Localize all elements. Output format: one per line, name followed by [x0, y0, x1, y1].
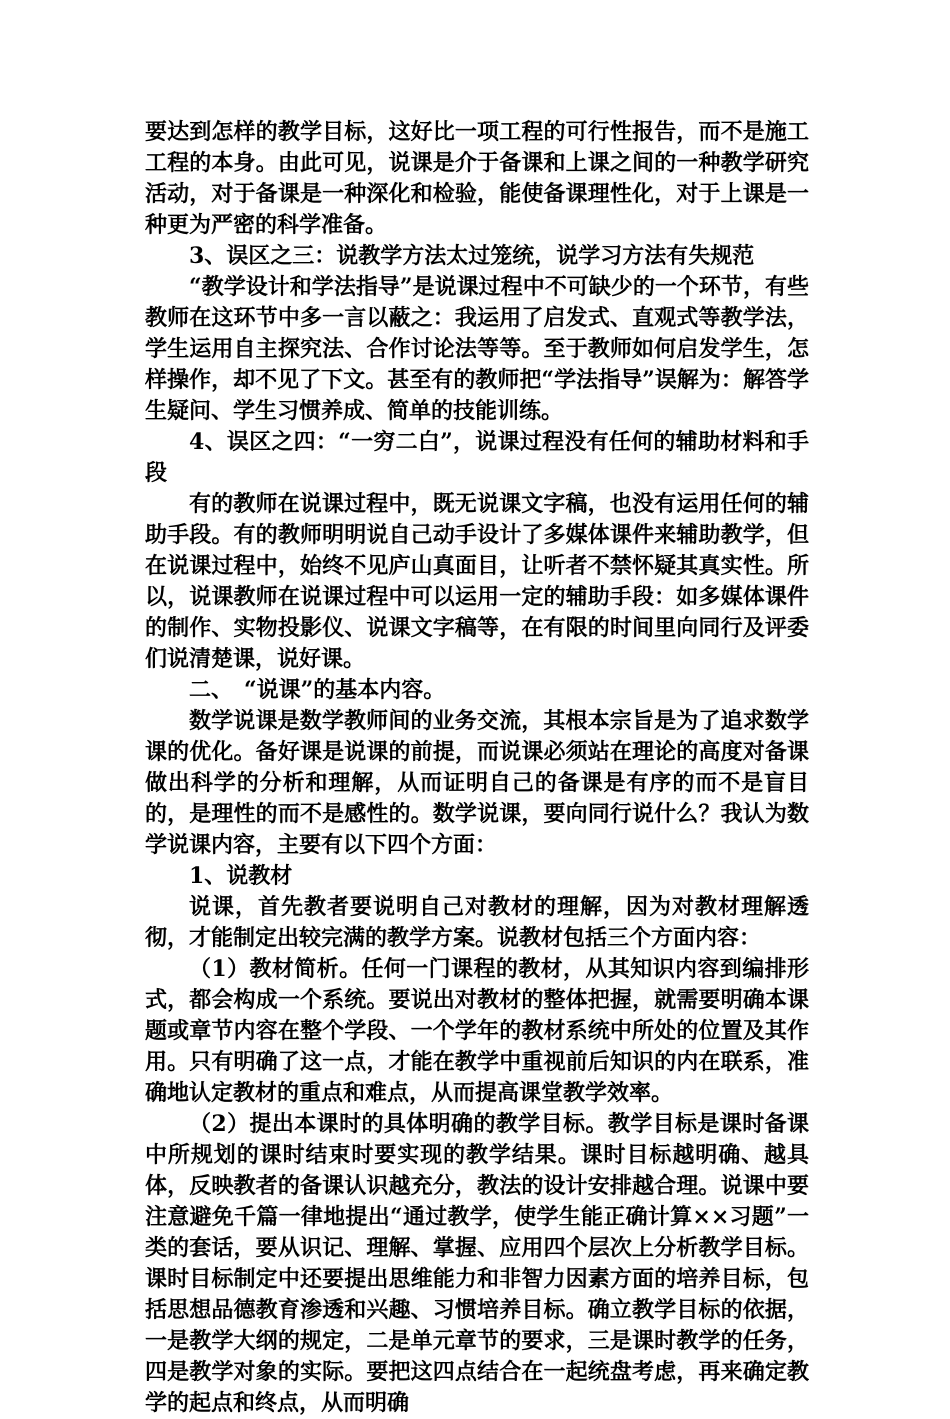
paragraph-continuation: 要达到怎样的教学目标，这好比一项工程的可行性报告，而不是施工工程的本身。由此可见，说课是介于备课和上课之间的一种教学研究活动，对于备课是一种深化和检验，能使备课理性化，对于上课是一种更为严密的科学准备。	[145, 119, 809, 238]
heading-talk-textbook: 1、说教材	[189, 863, 293, 889]
document-page	[145, 117, 809, 1419]
paragraph-teaching-objectives: （2）提出本课时的具体明确的教学目标。教学目标是课时备课中所规划的课时结束时要实现的教学结果。课时目标越明确、越具体，反映教者的备课认识越充分，教法的设计安排越合理。说课中要注意避免千篇一律地提出“通过教学，使学生能正确计算××习题”一类的套话，要从识记、理解、掌握、应用四个层次上分析教学目标。课时目标制定中还要提出思维能力和非智力因素方面的培养目标，包括思想品德教育渗透和兴趣、习惯培养目标。确立教学目标的依据，一是教学大纲的规定，二是单元章节的要求，三是课时教学的任务，四是教学对象的实际。要把这四点结合在一起统盘考虑，再来确定教学的起点和终点，从而明确	[145, 1111, 809, 1416]
paragraph-textbook-intro: 说课，首先教者要说明自己对教材的理解，因为对教材理解透彻，才能制定出较完满的教学方案。说教材包括三个方面内容：	[145, 894, 809, 951]
heading-misconception-4: 4、误区之四：“一穷二白”，说课过程没有任何的辅助材料和手段	[145, 429, 809, 486]
paragraph-teaching-design: “教学设计和学法指导”是说课过程中不可缺少的一个环节，有些教师在这环节中多一言以蔽之：我运用了启发式、直观式等教学法，学生运用自主探究法、合作讨论法等等。至于教师如何启发学生，怎样操作，却不见了下文。甚至有的教师把“学法指导”误解为：解答学生疑问、学生习惯养成、简单的技能训练。	[145, 274, 809, 424]
heading-misconception-3: 3、误区之三：说教学方法太过笼统，说学习方法有失规范	[189, 243, 755, 269]
paragraph-auxiliary-means: 有的教师在说课过程中，既无说课文字稿，也没有运用任何的辅助手段。有的教师明明说自己动手设计了多媒体课件来辅助教学，但在说课过程中，始终不见庐山真面目，让听者不禁怀疑其真实性。所以，说课教师在说课过程中可以运用一定的辅助手段：如多媒体课件的制作、实物投影仪、说课文字稿等，在有限的时间里向同行及评委们说清楚课，说好课。	[145, 491, 809, 672]
paragraph-math-lecture: 数学说课是数学教师间的业务交流，其根本宗旨是为了追求数学课的优化。备好课是说课的前提，而说课必须站在理论的高度对备课做出科学的分析和理解，从而证明自己的备课是有序的而不是盲目的，是理性的而不是感性的。数学说课，要向同行说什么？我认为数学说课内容，主要有以下四个方面：	[145, 708, 809, 858]
paragraph-textbook-analysis: （1）教材简析。任何一门课程的教材，从其知识内容到编排形式，都会构成一个系统。要说出对教材的整体把握，就需要明确本课题或章节内容在整个学段、一个学年的教材系统中所处的位置及其作用。只有明确了这一点，才能在教学中重视前后知识的内在联系，准确地认定教材的重点和难点，从而提高课堂教学效率。	[145, 956, 809, 1106]
heading-section-2: 二、 “说课”的基本内容。	[189, 677, 446, 703]
